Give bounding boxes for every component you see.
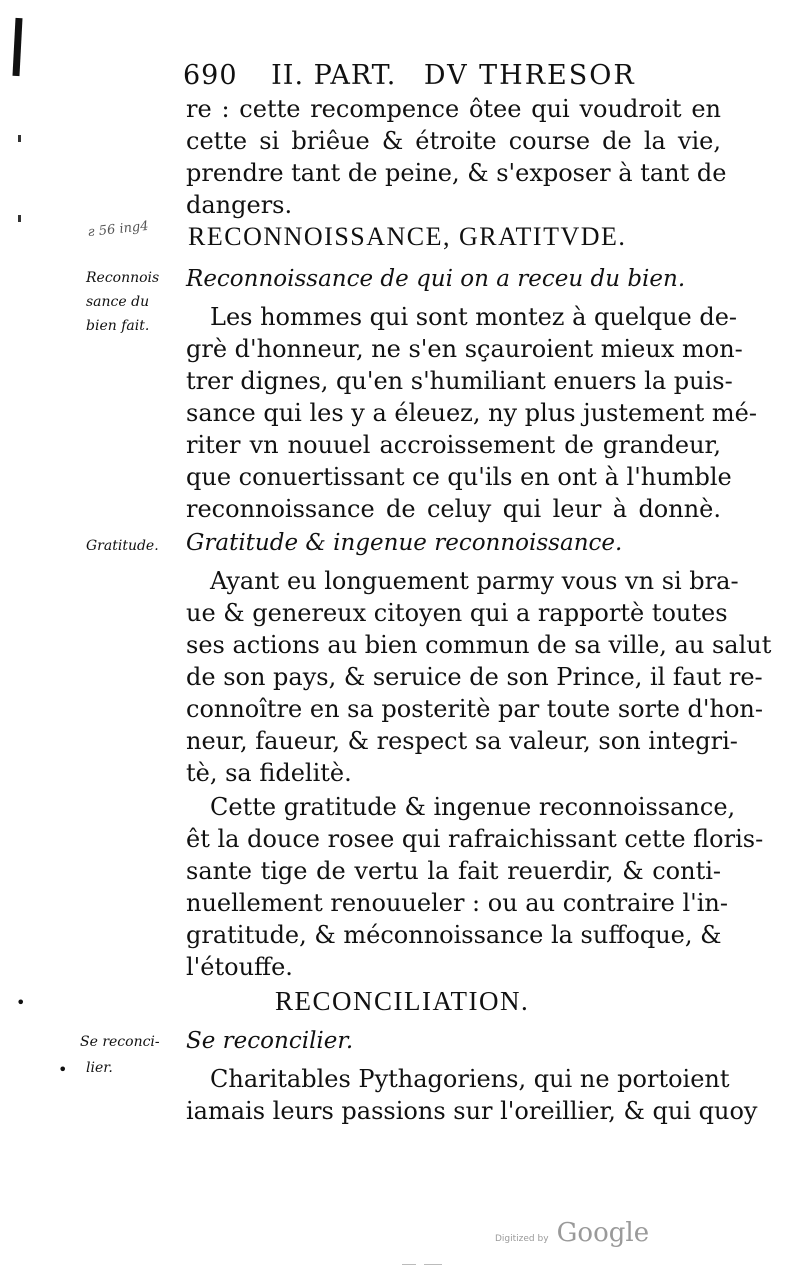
text-line: reconnoissance de celuy qui leur à donnè. [186,495,721,523]
footer-dash [424,1264,442,1265]
margin-note: Gratitude. [86,538,159,554]
text-line: ses actions au bien commun de sa ville, au salut [186,631,772,659]
text-line: prendre tant de peine, & s'exposer à tant de [186,159,727,187]
margin-note: lier. [86,1060,113,1076]
header-title: DV THRESOR [423,60,636,91]
subheading: Reconnoissance de qui on a receu du bien. [186,266,686,292]
header-part: II. PART. [271,60,397,91]
stray-mark: • [58,1060,68,1079]
text-line: Charitables Pythagoriens, qui ne portoient [210,1065,730,1093]
page-number: 690 [183,60,238,91]
text-line: connoître en sa posteritè par toute sorte d'hon- [186,695,763,723]
text-line: nuellement renouueler : ou au contraire l'in- [186,889,728,917]
handwritten-scribble: ƨ 56 ing4 [87,218,150,241]
text-line: gratitude, & méconnoissance la suffoque, & [186,921,722,949]
section-heading-reconciliation: RECONCILIATION. [275,986,530,1016]
text-line: que conuertissant ce qu'ils en ont à l'humble [186,463,732,491]
digitization-watermark [495,1218,649,1248]
page-edge-mark [12,18,22,76]
text-line: tè, sa fidelitè. [186,759,352,787]
subheading: Gratitude & ingenue reconnoissance. [186,530,623,556]
margin-note: bien fait. [86,318,150,334]
text-line: riter vn nouuel accroissement de grandeur, [186,431,721,459]
text-line: re : cette recompence ôtee qui voudroit en [186,95,721,123]
stray-mark: • [16,993,26,1012]
margin-note: Se reconci- [80,1034,160,1050]
subheading: Se reconcilier. [186,1028,354,1054]
google-logo: Google [556,1218,650,1248]
text-line: êt la douce rosee qui rafraichissant cette floris- [186,825,764,853]
text-line: Ayant eu longuement parmy vous vn si bra- [210,567,739,595]
text-line: ue & genereux citoyen qui a rapportè toutes [186,599,728,627]
page-edge-tick [18,135,21,142]
text-line: l'étouffe. [186,953,293,981]
margin-note: sance du [86,294,150,310]
text-line: trer dignes, qu'en s'humiliant enuers la puis- [186,367,733,395]
page-edge-tick [18,215,21,222]
watermark-small: Digitized by [495,1234,549,1244]
text-line: iamais leurs passions sur l'oreillier, & qui quoy [186,1097,758,1125]
text-line: dangers. [186,191,293,219]
text-line: Les hommes qui sont montez à quelque de- [210,303,738,331]
text-line: grè d'honneur, ne s'en sçauroient mieux mon- [186,335,743,363]
footer-dash [402,1264,416,1265]
margin-note: Reconnois [86,270,160,286]
section-heading-reconnoissance: RECONNOISSANCE, GRATITVDE. [188,222,627,251]
text-line: de son pays, & seruice de son Prince, il faut re- [186,663,763,691]
text-line: Cette gratitude & ingenue reconnoissance, [210,793,736,821]
text-line: neur, faueur, & respect sa valeur, son integri- [186,727,738,755]
text-line: sance qui les y a éleuez, ny plus justement mé- [186,399,757,427]
running-header [183,60,723,91]
text-line: sante tige de vertu la fait reuerdir, & conti- [186,857,721,885]
text-line: cette si briêue & étroite course de la vie, [186,127,721,155]
